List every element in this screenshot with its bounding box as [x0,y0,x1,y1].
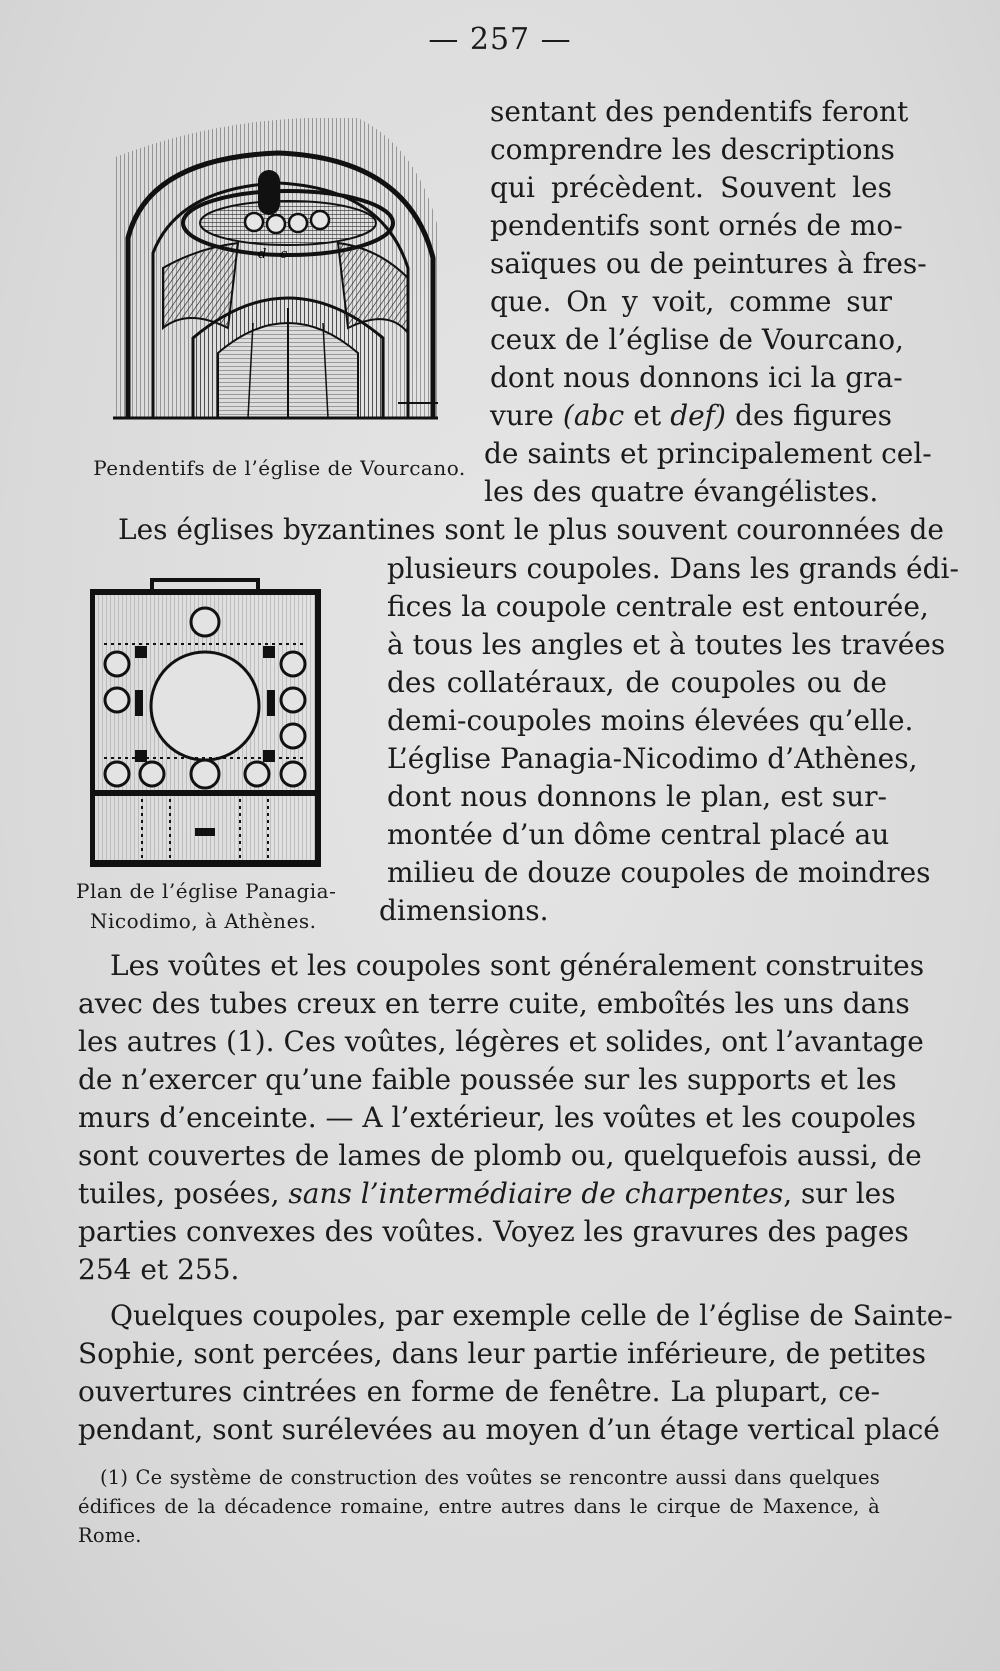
text-line: dimensions. [379,894,549,927]
text-line: avec des tubes creux en terre cuite, emboîtés les uns dans [78,987,910,1020]
footnote-line: Rome. [78,1524,142,1547]
panagia-caption-line-2: Nicodimo, à Athènes. [90,909,317,933]
text-line: Sophie, sont percées, dans leur partie inférieure, de petites [78,1337,926,1370]
text-line: les autres (1). Ces voûtes, légères et solides, ont l’avantage [78,1025,924,1058]
text-line-with-italics [78,1175,896,1213]
text-line: fices la coupole centrale est entourée, [387,590,929,623]
text-fragment: , sur les [783,1177,896,1210]
text-fragment: vure [490,399,563,432]
italic-fragment: def) [670,399,726,432]
text-line: saïques ou de peintures à fres- [490,247,927,280]
panagia-nicodimo-plan [90,578,322,870]
page-number: — 257 — [428,22,572,57]
text-fragment: des figures [725,399,892,432]
text-line: montée d’un dôme central placé au [387,818,890,851]
text-line: Quelques coupoles, par exemple celle de l’église de Sainte- [110,1299,953,1332]
text-line: L’église Panagia-Nicodimo d’Athènes, [387,742,918,775]
text-line: Les églises byzantines sont le plus souvent couronnées de [118,513,944,546]
engraving-label-c: c [280,247,288,262]
text-line: dont nous donnons ici la gra- [490,361,903,394]
italic-fragment: sans l’intermédiaire de charpentes [288,1177,784,1210]
text-line: de saints et principalement cel- [484,437,932,470]
vourcano-pendentives-engraving [108,118,460,440]
engraving-label-d: d [258,247,267,262]
panagia-caption-line-1: Plan de l’église Panagia- [76,879,337,903]
text-line: 254 et 255. [78,1253,240,1286]
text-line: de n’exercer qu’une faible poussée sur les supports et les [78,1063,897,1096]
text-line: plusieurs coupoles. Dans les grands édi- [387,552,959,585]
text-line: que. On y voit, comme sur [490,285,892,318]
text-line: Les voûtes et les coupoles sont généralement construites [110,949,925,982]
text-line: demi-coupoles moins élevées qu’elle. [387,704,914,737]
text-line: sont couvertes de lames de plomb ou, quelquefois aussi, de [78,1139,922,1172]
text-line: les des quatre évangélistes. [484,475,879,508]
text-line: murs d’enceinte. — A l’extérieur, les voûtes et les coupoles [78,1101,917,1134]
text-fragment: et [624,399,671,432]
vourcano-caption: Pendentifs de l’église de Vourcano. [93,456,466,480]
text-line: dont nous donnons le plan, est sur- [387,780,887,813]
text-line: ouvertures cintrées en forme de fenêtre. La plupart, ce- [78,1375,880,1408]
text-line: sentant des pendentifs feront [490,95,909,128]
text-line: parties convexes des voûtes. Voyez les gravures des pages [78,1215,909,1248]
text-line: des collatéraux, de coupoles ou de [387,666,887,699]
text-fragment: tuiles, posées, [78,1177,289,1210]
floor-plan-illustration [90,578,322,870]
footnote-line: (1) Ce système de construction des voûtes se rencontre aussi dans quelques [100,1466,880,1489]
text-line: ceux de l’église de Vourcano, [490,323,904,356]
text-line: milieu de douze coupoles de moindres [387,856,931,889]
text-line: pendant, sont surélevées au moyen d’un étage vertical placé [78,1413,940,1446]
text-line: pendentifs sont ornés de mo- [490,209,903,242]
text-line: qui précèdent. Souvent les [490,171,892,204]
engraving-illustration [108,118,460,440]
text-line-with-italics [490,397,892,435]
italic-fragment: (abc [562,399,625,432]
text-line: à tous les angles et à toutes les travées [387,628,946,661]
text-line: comprendre les descriptions [490,133,895,166]
footnote-line: édifices de la décadence romaine, entre autres dans le cirque de Maxence, à [78,1495,880,1518]
